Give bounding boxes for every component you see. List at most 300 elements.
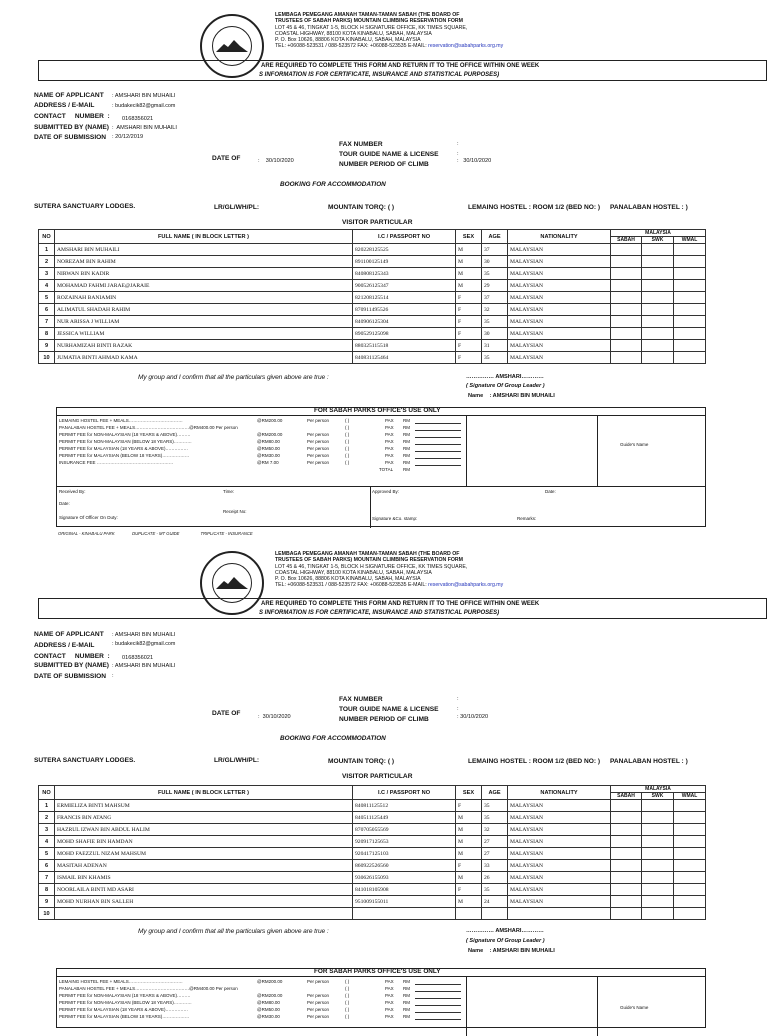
row-wmal	[674, 316, 706, 328]
org-line-1: LEMBAGA PEMEGANG AMANAH TAMAN-TAMAN SABAH (THE BOARD OF	[275, 12, 460, 18]
row-sabah	[611, 824, 642, 836]
table-row	[39, 896, 706, 908]
row-age: 35	[482, 352, 508, 364]
row-sabah	[611, 884, 642, 896]
fee-item-per: Per person	[307, 993, 330, 998]
row-name: NURHAMIZAH BINTI RAZAK	[55, 340, 353, 352]
row-sabah	[611, 896, 642, 908]
visitor-table	[38, 229, 706, 364]
org-line-2: TRUSTEES OF SABAH PARKS) MOUNTAIN CLIMBING RESERVATION FORM	[275, 18, 463, 25]
row-nationality: MALAYSIAN	[508, 316, 611, 328]
row-wmal	[674, 256, 706, 268]
received-by-label: Received By:	[59, 489, 86, 494]
row-name: FRANCIS BIN ATANG	[55, 812, 353, 824]
guide-label: TOUR GUIDE NAME & LICENSE	[339, 151, 439, 158]
row-age: 35	[482, 812, 508, 824]
row-age: 24	[482, 896, 508, 908]
row-wmal	[674, 800, 706, 812]
row-ic: 890529125098	[353, 328, 456, 340]
fee-rm-label: RM	[403, 1014, 410, 1019]
booking-title: BOOKING FOR ACCOMMODATION	[280, 181, 386, 188]
declaration-text: My group and I confirm that all the particulars given above are true :	[138, 374, 329, 381]
period-label: NUMBER PERIOD OF CLIMB	[339, 161, 429, 168]
row-nationality: MALAYSIAN	[508, 896, 611, 908]
row-sabah	[611, 304, 642, 316]
row-age: 32	[482, 824, 508, 836]
row-wmal	[674, 872, 706, 884]
row-name	[55, 908, 353, 920]
row-sex	[456, 908, 482, 920]
office-use-section-2: FOR SABAH PARKS OFFICE'S USE ONLY LEMAING HOSTEL FEE + MEALS……………………………… @RM200.00 Per person ( ) PAX RM PANALABAN HOSTEL FEE + MEALS………………………………@RM400.00 Per person ( ) PAX RM PERMIT FEE for NON-MALAYSIAN (18 YEARS & ABOVE)……… @RM200.00 Per person ( ) PAX RM PERMIT FEE for NON-MALAYSIAN (BELOW 18 YEARS)………… @RM80.00 Per person ( ) PAX RM PERMIT FEE for MALAYSIAN (18 YEARS & ABOVE)…………… @RM50.00 Per person ( ) PAX RM PERMIT FEE for MALAYSIAN (BELOW 18 YEARS)……………… @RM30.00 Per person ( ) PAX RM Guide's Name	[56, 968, 706, 1028]
table-row	[39, 800, 706, 812]
table-row	[39, 884, 706, 896]
submission-date-value: 20/12/2019	[115, 134, 144, 140]
fee-item-rate: @RM200.00	[257, 432, 283, 437]
row-sabah	[611, 316, 642, 328]
fee-item-rate: @RM200.00	[257, 418, 283, 423]
address-line-1: LOT 45 & 46, TINGKAT 1-5, BLOCK H SIGNATURE OFFICE, KK TIMES SQUARE,	[275, 24, 468, 31]
row-nationality: MALAYSIAN	[508, 340, 611, 352]
signature-stamp-label: Signature &Co. stamp:	[372, 516, 418, 521]
row-nationality	[508, 908, 611, 920]
fee-amount-field[interactable]	[415, 986, 461, 992]
fee-amount-field[interactable]	[415, 453, 461, 459]
fee-item-rate: @RM80.00	[257, 1000, 280, 1005]
row-sabah	[611, 328, 642, 340]
signature-role: ( Signature Of Group Leader )	[466, 383, 545, 389]
row-name: ROZAINAH BANIAMIN	[55, 292, 353, 304]
table-row	[39, 340, 706, 352]
row-sabah	[611, 860, 642, 872]
fee-item-label: PERMIT FEE for NON-MALAYSIAN (BELOW 18 YEARS)…………	[59, 1000, 192, 1005]
row-swk	[642, 848, 674, 860]
table-row	[39, 812, 706, 824]
approved-date-label: Date:	[545, 489, 556, 494]
lr-label: LR/GL/WH/PL:	[214, 204, 260, 211]
notice-bar: ARE REQUIRED TO COMPLETE THIS FORM AND RETURN IT TO THE OFFICE WITHIN ONE WEEK S INFORMATION IS FOR CERTIFICATE, INSURANCE AND STATISTICAL PURPOSES)	[38, 598, 767, 619]
fee-pax-label: PAX	[385, 993, 394, 998]
table-row	[39, 860, 706, 872]
fee-item-rate: @RM50.00	[257, 1007, 280, 1012]
row-age: 30	[482, 256, 508, 268]
row-nationality: MALAYSIAN	[508, 872, 611, 884]
row-no: 5	[39, 848, 55, 860]
fee-rm-label: RM	[403, 439, 410, 444]
row-sex: M	[456, 896, 482, 908]
row-no: 8	[39, 328, 55, 340]
row-nationality: MALAYSIAN	[508, 352, 611, 364]
fee-rm-label: RM	[403, 979, 410, 984]
fee-amount-field[interactable]	[415, 446, 461, 452]
fee-item-per: Per person	[307, 979, 330, 984]
row-age: 30	[482, 328, 508, 340]
fee-item-rate: @RM30.00	[257, 453, 280, 458]
row-age: 37	[482, 292, 508, 304]
row-sabah	[611, 812, 642, 824]
row-ic: 870705055569	[353, 824, 456, 836]
row-no: 10	[39, 352, 55, 364]
row-sex: M	[456, 244, 482, 256]
row-sex: F	[456, 304, 482, 316]
row-wmal	[674, 280, 706, 292]
col-nationality: NATIONALITY	[508, 230, 611, 244]
row-ic: 841018105908	[353, 884, 456, 896]
fee-item-per: Per person	[307, 1014, 330, 1019]
fee-rm-label: RM	[403, 1007, 410, 1012]
row-wmal	[674, 352, 706, 364]
row-ic: 920917125653	[353, 836, 456, 848]
climb-date-label: DATE OF	[212, 155, 241, 162]
row-name: MOHAMAD FAHMI JARAE@JARAIE	[55, 280, 353, 292]
row-swk	[642, 860, 674, 872]
fee-item-per: Per person	[307, 1000, 330, 1005]
col-sex: SEX	[456, 230, 482, 244]
row-sex: F	[456, 884, 482, 896]
table-row	[39, 848, 706, 860]
fee-pax-label: PAX	[385, 1007, 394, 1012]
receipt-no-label: Receipt No:	[223, 509, 247, 514]
row-ic: 840906125304	[353, 316, 456, 328]
row-ic: 860922526560	[353, 860, 456, 872]
row-no: 1	[39, 244, 55, 256]
row-swk	[642, 884, 674, 896]
row-sabah	[611, 340, 642, 352]
row-sex: M	[456, 256, 482, 268]
address-label: ADDRESS / E-MAIL	[34, 102, 95, 109]
fee-amount-field[interactable]	[415, 1014, 461, 1020]
row-age	[482, 908, 508, 920]
guide-name-label: Guide's Name	[620, 442, 649, 447]
row-name: ERMIELIZA BINTI MAHSUM	[55, 800, 353, 812]
row-swk	[642, 244, 674, 256]
row-name: MOHD FAEZZUL NIZAM MAHSUM	[55, 848, 353, 860]
fee-pax-label: PAX	[385, 1000, 394, 1005]
row-name: MASITAH ADENAN	[55, 860, 353, 872]
fee-item-label: PERMIT FEE for NON-MALAYSIAN (BELOW 18 YEARS)…………	[59, 439, 192, 444]
fee-item-quantity: ( )	[345, 1014, 350, 1019]
copy-distribution: ORIGINAL - KINABALU PARK DUPLICATE - MT GUIDE TRIPLICATE - INSURANCE	[58, 531, 253, 536]
row-no: 6	[39, 304, 55, 316]
row-ic: 891100125149	[353, 256, 456, 268]
received-date-label: Date:	[59, 501, 70, 506]
row-name: ISMAIL BIN KHAMIS	[55, 872, 353, 884]
row-nationality: MALAYSIAN	[508, 848, 611, 860]
fee-item-per: Per person	[307, 1007, 330, 1012]
row-swk	[642, 304, 674, 316]
office-use-title: FOR SABAH PARKS OFFICE'S USE ONLY	[314, 407, 441, 414]
row-sabah	[611, 848, 642, 860]
table-row	[39, 836, 706, 848]
table-row	[39, 824, 706, 836]
row-nationality: MALAYSIAN	[508, 292, 611, 304]
fee-item-rate: @RM200.00	[257, 979, 283, 984]
fee-item-rate: @RM 7.00	[257, 460, 279, 465]
row-ic: 951009155011	[353, 896, 456, 908]
row-wmal	[674, 328, 706, 340]
panalaban-label: PANALABAN HOSTEL : )	[610, 204, 688, 211]
fee-item-quantity: ( )	[345, 439, 350, 444]
fee-item-per: Per person	[307, 432, 330, 437]
row-no: 8	[39, 884, 55, 896]
fee-item-label: PERMIT FEE for MALAYSIAN (18 YEARS & ABOVE)……………	[59, 446, 189, 451]
fee-item-quantity: ( )	[345, 446, 350, 451]
row-age: 26	[482, 872, 508, 884]
row-ic: 820228125525	[353, 244, 456, 256]
col-ic: I.C / PASSPORT NO	[353, 230, 456, 244]
table-row	[39, 872, 706, 884]
fee-total-label: TOTAL	[379, 467, 394, 472]
row-wmal	[674, 836, 706, 848]
table-row	[39, 316, 706, 328]
officer-signature-label: Signature Of Officer On Duty:	[59, 515, 118, 520]
address-line-3: P. O. Box 10626, 88806 KOTA KINABALU, SABAH, MALAYSIA	[275, 37, 421, 44]
notice-bar	[38, 60, 767, 81]
row-name: NIRWAN BIN KADIR	[55, 268, 353, 280]
row-sabah	[611, 256, 642, 268]
fee-total-rm: RM	[403, 467, 410, 472]
fee-pax-label: PAX	[385, 446, 394, 451]
fee-item-quantity: ( )	[345, 986, 350, 991]
row-swk	[642, 352, 674, 364]
row-name: ALIMATUL SHADAH RAHIM	[55, 304, 353, 316]
row-sex: F	[456, 328, 482, 340]
fee-rm-label: RM	[403, 993, 410, 998]
applicant-name-label: NAME OF APPLICANT	[34, 92, 104, 99]
fee-item-label: PERMIT FEE for MALAYSIAN (18 YEARS & ABOVE)……………	[59, 1007, 189, 1012]
fee-item-rate: @RM200.00	[257, 993, 283, 998]
col-sabah: SABAH	[611, 237, 642, 244]
row-wmal	[674, 884, 706, 896]
submission-date-label: DATE OF SUBMISSION	[34, 134, 107, 141]
row-no: 3	[39, 268, 55, 280]
row-swk	[642, 812, 674, 824]
fee-item-label: LEMAING HOSTEL FEE + MEALS………………………………	[59, 979, 183, 984]
col-malaysia: MALAYSIA	[611, 230, 706, 237]
lemaing-label: LEMAING HOSTEL : ROOM 1/2 (BED NO: )	[468, 204, 601, 211]
row-sex: M	[456, 872, 482, 884]
row-sex: F	[456, 800, 482, 812]
row-name: MOHD NURHAN BIN SALLEH	[55, 896, 353, 908]
fee-item-quantity: ( )	[345, 1007, 350, 1012]
col-swk: SWK	[642, 237, 674, 244]
fee-item-label: PERMIT FEE for NON-MALAYSIAN (18 YEARS & ABOVE)………	[59, 432, 191, 437]
submitted-by-label: SUBMITTED BY (NAME)	[34, 124, 109, 131]
approved-by-label: Approved By:	[372, 489, 400, 494]
row-swk	[642, 800, 674, 812]
row-swk	[642, 340, 674, 352]
fee-amount-field[interactable]	[415, 432, 461, 438]
row-wmal	[674, 848, 706, 860]
row-nationality: MALAYSIAN	[508, 824, 611, 836]
climb-date-value: 30/10/2020	[265, 158, 294, 164]
row-name: AMSHARI BIN MUHAILI	[55, 244, 353, 256]
row-sex: M	[456, 836, 482, 848]
email-link[interactable]: reservation@sabahparks.org.my	[428, 582, 504, 589]
row-no: 3	[39, 824, 55, 836]
row-swk	[642, 280, 674, 292]
fee-item-quantity: ( )	[345, 453, 350, 458]
row-ic: 920417125103	[353, 848, 456, 860]
remarks-label: Remarks:	[517, 516, 537, 521]
row-sabah	[611, 836, 642, 848]
row-age: 27	[482, 836, 508, 848]
fee-pax-label: PAX	[385, 432, 394, 437]
row-no: 1	[39, 800, 55, 812]
fee-item-rate: @RM80.00	[257, 439, 280, 444]
row-no: 9	[39, 340, 55, 352]
row-sabah	[611, 268, 642, 280]
row-ic: 880325115518	[353, 340, 456, 352]
row-sex: M	[456, 824, 482, 836]
address-line-2: COASTAL HIGHWAY, 88100 KOTA KINABALU, SABAH, MALAYSIA	[275, 30, 432, 37]
col-age: AGE	[482, 230, 508, 244]
fee-item-quantity: ( )	[345, 993, 350, 998]
row-wmal	[674, 292, 706, 304]
fee-amount-field[interactable]	[415, 993, 461, 999]
visitor-table: NO FULL NAME ( IN BLOCK LETTER ) I.C / PASSPORT NO SEX AGE NATIONALITY MALAYSIA SABAH SWK WMAL 1 ERMIELIZA BINTI MAHSUM 840811125512 F 35 MALAYSIAN 2 FRANCIS BIN ATANG 840511125449 M 35 MALAYSIAN 3 HAZRUL IZWAN BIN ABDUL HALIM 870705055569 M 32 MALAYSIAN 4 MOHD SHAFIE BIN HAMDAN 920917125653 M 27 MALAYSIAN 5 MOHD FAEZZUL NIZAM MAHSUM 920417125103 M 27 MALAYSIAN 6 MASITAH ADENAN 860922526560 F 33 MALAYSIAN 7 ISMAIL BIN KHAMIS 930626155093 M 26 MALAYSIAN 8 NOORLAILA BINTI MD ASARI 841018105908 F 35 MALAYSIAN 9 MOHD NURHAN BIN SALLEH 951009155011 M 24 MALAYSIAN 10	[38, 785, 706, 920]
row-nationality: MALAYSIAN	[508, 328, 611, 340]
col-no: NO	[39, 230, 55, 244]
fee-item-quantity: ( )	[345, 432, 350, 437]
row-nationality: MALAYSIAN	[508, 836, 611, 848]
row-ic: 840808125343	[353, 268, 456, 280]
fee-rm-label: RM	[403, 432, 410, 437]
fee-item-per: Per person	[307, 460, 330, 465]
org-header: LEMBAGA PEMEGANG AMANAH TAMAN-TAMAN SABAH (THE BOARD OF TRUSTEES OF SABAH PARKS) MOUNTAIN CLIMBING RESERVATION FORM LOT 45 & 46, TINGKAT 1-5, BLOCK H SIGNATURE OFFICE, KK TIMES SQUARE, COASTAL HIGHWAY, 88100 KOTA KINABALU, SABAH, MALAYSIA P. O. Box 10626, 88806 KOTA KINABALU, SABAH, MALAYSIA TEL: +06088-523531 / 088-523572 FAX: +06088-523535 E-MAIL: reservation@sabahparks.org.my	[275, 551, 504, 589]
fee-pax-label: PAX	[385, 418, 394, 423]
fee-item-rate: @RM30.00	[257, 1014, 280, 1019]
row-ic: 821208125514	[353, 292, 456, 304]
fee-pax-label: PAX	[385, 979, 394, 984]
row-sabah	[611, 908, 642, 920]
row-nationality: MALAYSIAN	[508, 800, 611, 812]
table-row	[39, 304, 706, 316]
fee-item-label: INSURANCE FEE ……………………………………………	[59, 460, 174, 465]
fee-item-label: LEMAING HOSTEL FEE + MEALS………………………………	[59, 418, 183, 423]
row-sex: F	[456, 340, 482, 352]
row-sabah	[611, 292, 642, 304]
row-sabah	[611, 280, 642, 292]
signature-name-value: : AMSHARI BIN MUHAILI	[489, 393, 555, 399]
row-ic: 930626155093	[353, 872, 456, 884]
fee-item-quantity: ( )	[345, 460, 350, 465]
row-swk	[642, 824, 674, 836]
table-row	[39, 908, 706, 920]
row-age: 35	[482, 268, 508, 280]
fee-amount-field[interactable]	[415, 1000, 461, 1006]
row-no: 2	[39, 812, 55, 824]
fee-amount-field[interactable]	[415, 425, 461, 431]
row-sabah	[611, 800, 642, 812]
col-wmal: WMAL	[674, 237, 706, 244]
row-wmal	[674, 340, 706, 352]
fee-amount-field[interactable]	[415, 418, 461, 424]
fee-item-label: PERMIT FEE for MALAYSIAN (BELOW 18 YEARS)………………	[59, 453, 190, 458]
row-sex: F	[456, 860, 482, 872]
tel-line: TEL: +06088-523531 / 088-523572 FAX: +06088-523535 E-MAIL:	[275, 43, 427, 50]
row-swk	[642, 872, 674, 884]
fee-amount-field[interactable]	[415, 439, 461, 445]
row-sex: M	[456, 848, 482, 860]
fee-rm-label: RM	[403, 446, 410, 451]
fee-pax-label: PAX	[385, 460, 394, 465]
contact-value: 0168356021	[122, 116, 154, 122]
row-sabah	[611, 872, 642, 884]
row-age: 35	[482, 316, 508, 328]
fee-item-quantity: ( )	[345, 1000, 350, 1005]
row-name: MOHD SHAFIE BIN HAMDAN	[55, 836, 353, 848]
row-swk	[642, 328, 674, 340]
address-value: budakecik82@gmail.com	[115, 103, 176, 109]
row-swk	[642, 316, 674, 328]
table-row	[39, 268, 706, 280]
fee-item-quantity: ( )	[345, 418, 350, 423]
row-sabah	[611, 352, 642, 364]
row-no: 4	[39, 280, 55, 292]
col-name: FULL NAME ( IN BLOCK LETTER )	[55, 230, 353, 244]
notice-line-2: S INFORMATION IS FOR CERTIFICATE, INSURANCE AND STATISTICAL PURPOSES)	[259, 72, 500, 78]
row-swk	[642, 908, 674, 920]
row-swk	[642, 256, 674, 268]
row-ic: 840811125512	[353, 800, 456, 812]
fee-item-per: Per person	[307, 446, 330, 451]
signature-name-label: Name	[468, 393, 484, 399]
row-age: 29	[482, 280, 508, 292]
row-swk	[642, 896, 674, 908]
row-sex: M	[456, 812, 482, 824]
fee-amount-field[interactable]	[415, 979, 461, 985]
email-link[interactable]: reservation@sabahparks.org.my	[428, 43, 504, 50]
period-value: 30/10/2020	[463, 158, 492, 164]
row-ic: 840831125464	[353, 352, 456, 364]
row-nationality: MALAYSIAN	[508, 304, 611, 316]
row-ic: 900526125347	[353, 280, 456, 292]
row-nationality: MALAYSIAN	[508, 860, 611, 872]
fee-item-label: PANALABAN HOSTEL FEE + MEALS………………………………@RM400.00 Per person	[59, 425, 238, 430]
row-nationality: MALAYSIAN	[508, 256, 611, 268]
row-no: 7	[39, 872, 55, 884]
fee-amount-field[interactable]	[415, 1007, 461, 1013]
fee-rm-label: RM	[403, 453, 410, 458]
fee-item-quantity: ( )	[345, 425, 350, 430]
row-wmal	[674, 860, 706, 872]
row-sex: F	[456, 352, 482, 364]
sutera-label: SUTERA SANCTUARY LODGES.	[34, 203, 136, 210]
row-nationality: MALAYSIAN	[508, 812, 611, 824]
fee-item-quantity: ( )	[345, 979, 350, 984]
fee-pax-label: PAX	[385, 425, 394, 430]
row-ic	[353, 908, 456, 920]
row-wmal	[674, 896, 706, 908]
row-swk	[642, 292, 674, 304]
fee-amount-field[interactable]	[415, 460, 461, 466]
notice-line-1: ARE REQUIRED TO COMPLETE THIS FORM AND RETURN IT TO THE OFFICE WITHIN ONE WEEK	[261, 63, 540, 69]
office-use-section-1	[56, 407, 706, 527]
visitor-title: VISITOR PARTICULAR	[342, 219, 413, 226]
row-ic: 870911495526	[353, 304, 456, 316]
submitted-by-value: AMSHARI BIN MUHAILI	[116, 125, 177, 131]
row-swk	[642, 268, 674, 280]
table-row	[39, 244, 706, 256]
row-name: JESSICA WILLIAM	[55, 328, 353, 340]
row-wmal	[674, 268, 706, 280]
table-row	[39, 352, 706, 364]
row-name: JUMATIA BINTI AHMAD KAMA	[55, 352, 353, 364]
row-wmal	[674, 304, 706, 316]
applicant-name-value: AMSHARI BIN MUHAILI	[114, 93, 176, 99]
table-row	[39, 328, 706, 340]
row-name: NOORLAILA BINTI MD ASARI	[55, 884, 353, 896]
